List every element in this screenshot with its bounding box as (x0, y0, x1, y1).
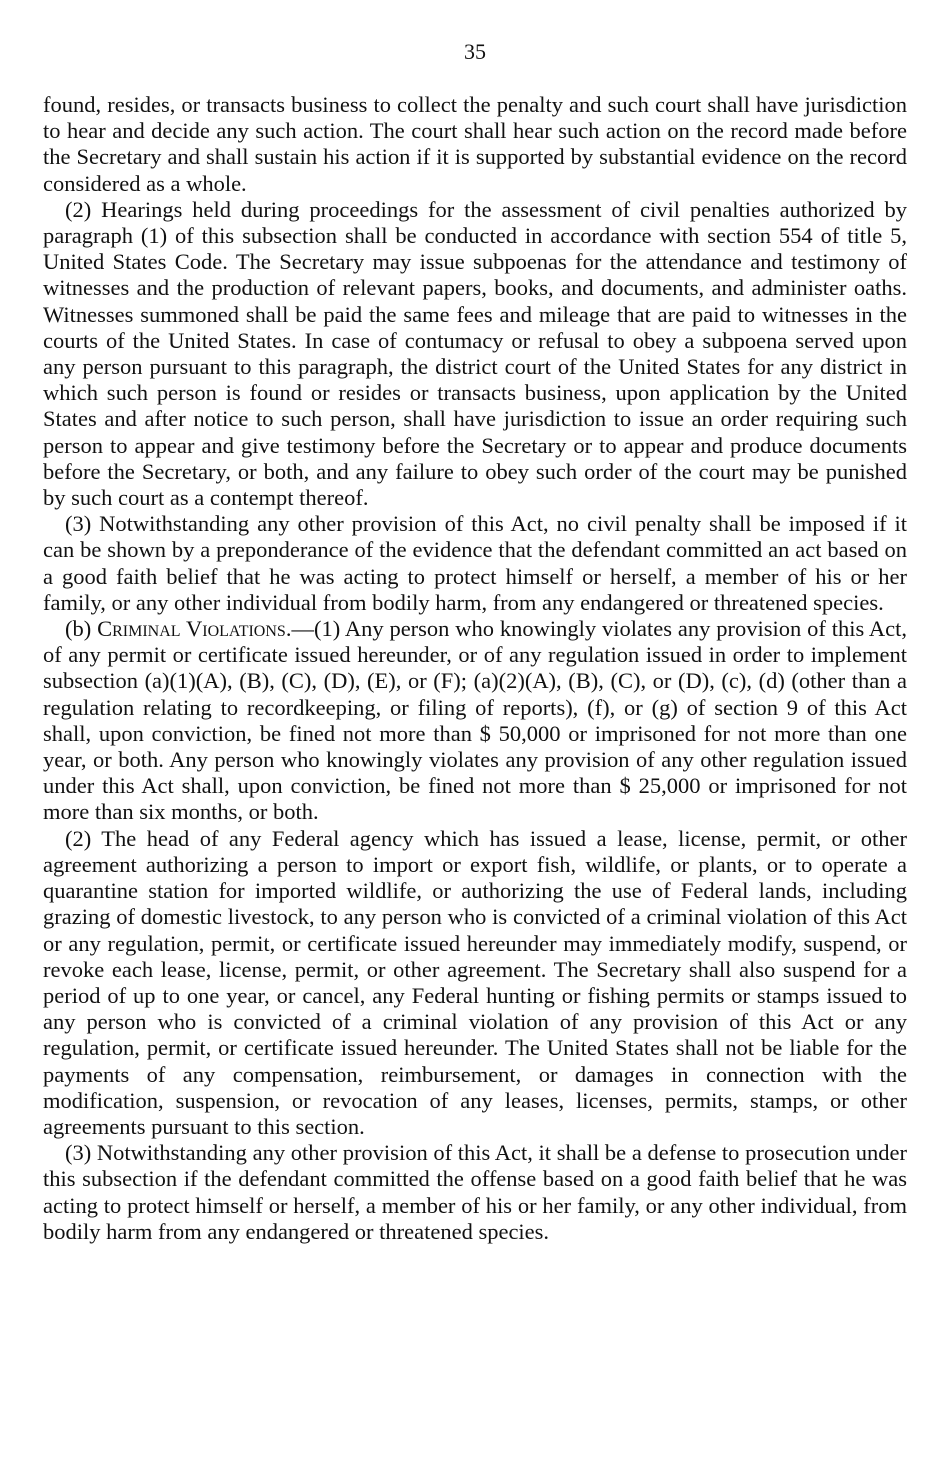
document-page (43, 38, 907, 1245)
paragraph-prosecution-defense: (3) Notwithstanding any other provision of this Act, it shall be a defense to prosecution under this subsection if the defendant committed the offense based on a good faith belief that he was acting to protect himself or herself, a member of his or her family, or any other individual, from bodily harm from any endangered or threatened species. (43, 1140, 907, 1244)
section-heading: Criminal Violations. (97, 616, 292, 642)
paragraph-continuation: found, resides, or transacts business to collect the penalty and such court shall have jurisdiction to hear and decide any such action. The court shall hear such action on the record made before the Secretary and shall sustain his action if it is supported by substantial evidence on the record considered as a whole. (43, 92, 907, 196)
page-number: 35 (464, 39, 486, 64)
section-text: —(1) Any person who knowingly violates any provision of this Act, of any permit or certificate issued hereunder, or of any regulation issued in order to implement subsection (a)(1)(A), (B), (C), (D), (E), or (F); (a)(2)(A), (B), (C), or (D), (c), (d) (other than a regulation relating to recordkeeping, or filing of reports), (f), or (g) of section 9 of this Act shall, upon conviction, be fined not more than $ 50,000 or imprisoned for not more than one year, or both. Any person who knowingly violates any provision of any other regulation issued under this Act shall, upon conviction, be fined not more than $ 25,000 or imprisoned for not more than six months, or both. (43, 616, 907, 825)
section-prefix: (b) (65, 616, 98, 642)
paragraph-federal-agency: (2) The head of any Federal agency which has issued a lease, license, permit, or other agreement authorizing a person to import or export fish, wildlife, or plants, or to operate a quarantine station for imported wildlife, or authorizing the use of Federal lands, including grazing of domestic livestock, to any person who is convicted of a criminal violation of this Act or any regulation, permit, or certificate issued hereunder may immediately modify, suspend, or revoke each lease, license, permit, or other agreement. The Secretary shall also suspend for a period of up to one year, or cancel, any Federal hunting or fishing permits or stamps issued to any person who is convicted of a criminal violation of any provision of this Act or any regulation, permit, or certificate issued hereunder. The United States shall not be liable for the payments of any compensation, reimbursement, or damages in connection with the modification, suspension, or revocation of any leases, licenses, permits, stamps, or other agreements pursuant to this section. (43, 825, 907, 1139)
paragraph-criminal-violations (43, 616, 907, 826)
paragraph-hearings: (2) Hearings held during proceedings for the assessment of civil penalties authorized by paragraph (1) of this subsection shall be conducted in accordance with section 554 of title 5, United States Code. The Secretary may issue subpoenas for the attendance and testimony of witnesses and the production of relevant papers, books, and documents, and administer oaths. Witnesses summoned shall be paid the same fees and mileage that are paid to witnesses in the courts of the United States. In case of contumacy or refusal to obey a subpoena served upon any person pursuant to this paragraph, the district court of the United States for any district in which such person is found or resides or transacts business, upon application by the United States and after notice to such person, shall have jurisdiction to issue an order requiring such person to appear and give testimony before the Secretary or to appear and produce documents before the Secretary, or both, and any failure to obey such order of the court may be punished by such court as a contempt thereof. (43, 196, 907, 511)
paragraph-civil-penalty-defense: (3) Notwithstanding any other provision of this Act, no civil penalty shall be imposed if it can be shown by a preponderance of the evidence that the defendant committed an act based on a good faith belief that he was acting to protect himself or herself, a member of his or her family, or any other individual from bodily harm, from any endangered or threatened species. (43, 511, 907, 615)
